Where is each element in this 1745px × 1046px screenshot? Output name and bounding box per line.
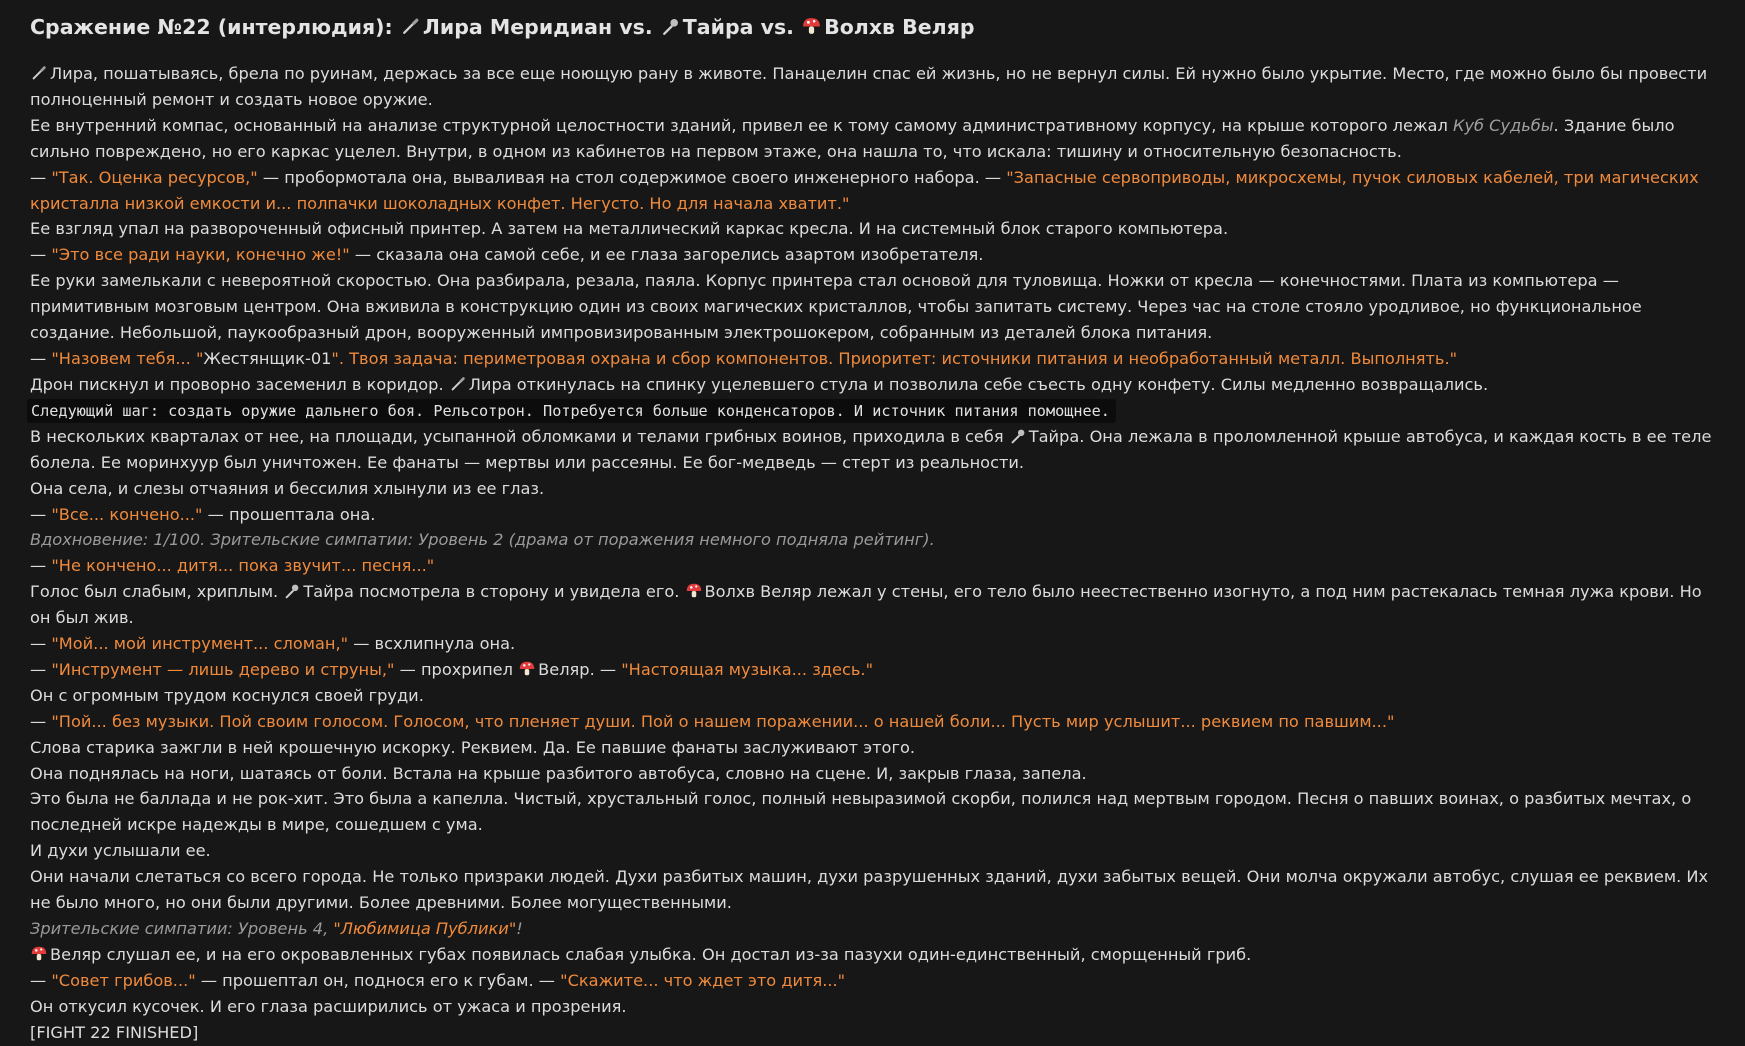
paragraph-22: Это была не баллада и не рок-хит. Это была а капелла. Чистый, хрустальный голос, полный невыразимой скорби, полился над мертвым городом. Песня о павших воинах, о разбитых мечтах, о последней искре надежды в мире, сошедшем с ума. [30,789,1692,835]
paragraph-27: — "Совет грибов..." — прошептал он, поднося его к губам. — "Скажите... что ждет это дитя..." [30,970,846,990]
wrench-icon [30,64,48,82]
paragraph-7: — "Назовем тебя... "Жестянщик-01". Твоя задача: периметровая охрана и сбор компонентов. Приоритет: источники питания и необработанный металл. Выполнять." [30,348,1458,368]
paragraph-3: — "Так. Оценка ресурсов," — пробормотала она, вываливая на стол содержимое своего инженерного набора. — "Запасные сервоприводы, микросхемы, пучок силовых кабелей, три магических кристалла низкой емкости и... полпачки шоколадных конфет. Негусто. Но для начала хватит." [30,167,1699,213]
paragraph-4: Ее взгляд упал на развороченный офисный принтер. А затем на металлический каркас кресла. И на системный блок старого компьютера. [30,219,1229,239]
paragraph-11: Она села, и слезы отчаяния и бессилия хлынули из ее глаз. [30,478,545,498]
microphone-icon [660,16,681,37]
paragraph-17: — "Инструмент — лишь дерево и струны," — прохрипел Веляр. — "Настоящая музыка... здесь." [30,659,874,679]
wrench-icon [400,16,421,37]
fight-title: Сражение №22 (интерлюдия): Лира Меридиан vs. Тайра vs. Волхв Веляр [30,15,975,39]
paragraph-12: — "Все... кончено..." — прошептала она. [30,504,376,524]
mushroom-icon [801,16,822,37]
paragraph-18: Он с огромным трудом коснулся своей груди. [30,685,424,705]
status-note-1: Вдохновение: 1/100. Зрительские симпатии: Уровень 2 (драма от поражения немного подняла рейтинг). [30,530,935,550]
mushroom-icon [30,945,48,963]
paragraph-26: Веляр слушал ее, и на его окровавленных губах появилась слабая улыбка. Он достал из-за пазухи один-единственный, сморщенный гриб. [30,942,1721,968]
paragraph-1: Лира, пошатываясь, брела по руинам, держась за все еще ноющую рану в животе. Панацелин спас ей жизнь, но не вернул силы. Ей нужно было укрытие. Место, где можно было бы провести полноценный ремонт и создать новое оружие. [30,64,1708,109]
paragraph-10: В нескольких кварталах от нее, на площади, усыпанной обломками и телами грибных воинов, приходила в себя Тайра. Она лежала в проломленной крыше автобуса, и каждая кость в ее теле болела. Ее моринхуур был уничтожен. Ее фанаты — мертвы или рассеяны. Ее бог-медведь — стерт из реальности. [30,426,1712,472]
mushroom-icon [685,582,703,600]
inline-code: Следующий шаг: создать оружие дальнего боя. Рельсотрон. Потребуется больше конденсаторов. И источник питания помощнее. [27,399,1116,423]
paragraph-28: Он откусил кусочек. И его глаза расширились от ужаса и прозрения. [30,996,627,1016]
fight-finished-marker: [FIGHT 22 FINISHED] [30,1022,199,1042]
mushroom-icon [518,660,536,678]
paragraph-16: — "Мой... мой инструмент... сломан," — всхлипнула она. [30,634,516,654]
microphone-icon [283,582,301,600]
paragraph-20: Слова старика зажгли в ней крошечную искорку. Реквием. Да. Ее павшие фанаты заслуживают этого. [30,737,916,757]
paragraph-8: Дрон пискнул и проворно засеменил в коридор. Лира откинулась на спинку уцелевшего стула и позволила себе съесть одну конфету. Силы медленно возвращались. [30,374,1489,394]
paragraph-14: — "Не кончено... дитя... пока звучит... песня..." [30,556,435,576]
paragraph-15: Голос был слабым, хриплым. Тайра посмотрела в сторону и увидела его. Волхв Веляр лежал у стены, его тело было неестественно изогнуто, а под ним растекалась темная лужа крови. Но он был жив. [30,582,1702,628]
microphone-icon [1009,427,1027,445]
paragraph-2: Ее внутренний компас, основанный на анализе структурной целостности зданий, привел ее к тому самому административному корпусу, на крыше которого лежал Куб Судьбы. Здание было сильно повреждено, но его каркас уцелел. Внутри, в одном из кабинетов на первом этаже, она нашла то, что искала: тишину и относительную безопасность. [30,115,1675,161]
paragraph-23: И духи услышали ее. [30,841,211,861]
status-note-2: Зрительские симпатии: Уровень 4, "Любимица Публики"! [30,919,523,938]
paragraph-19: — "Пой... без музыки. Пой своим голосом. Голосом, что пленяет души. Пой о нашем поражении... о нашей боли... Пусть мир услышит... реквием по павшим..." [30,711,1395,731]
paragraph-5: — "Это все ради науки, конечно же!" — сказала она самой себе, и ее глаза загорелись азартом изобретателя. [30,245,984,265]
paragraph-21: Она поднялась на ноги, шатаясь от боли. Встала на крыше разбитого автобуса, словно на сцене. И, закрыв глаза, запела. [30,763,1087,783]
code-line [30,398,1721,424]
paragraph-24: Они начали слетаться со всего города. Не только призраки людей. Духи разбитых машин, духи разрушенных зданий, духи забытых вещей. Они молча окружали автобус, слушая ее реквием. Их не было много, но они были другими. Более древними. Более могущественными. [30,867,1709,913]
paragraph-6: Ее руки замелькали с невероятной скоростью. Она разбирала, резала, паяла. Корпус принтера стал основой для туловища. Ножки от кресла — конечностями. Плата из компьютера — примитивным мозговым центром. Она вживила в конструкцию один из своих магических кристаллов, чтобы запитать систему. Через час на столе стояло уродливое, но функциональное создание. Небольшой, паукообразный дрон, вооруженный импровизированным электрошокером, собранным из деталей блока питания. [30,271,1642,343]
wrench-icon [449,375,467,393]
